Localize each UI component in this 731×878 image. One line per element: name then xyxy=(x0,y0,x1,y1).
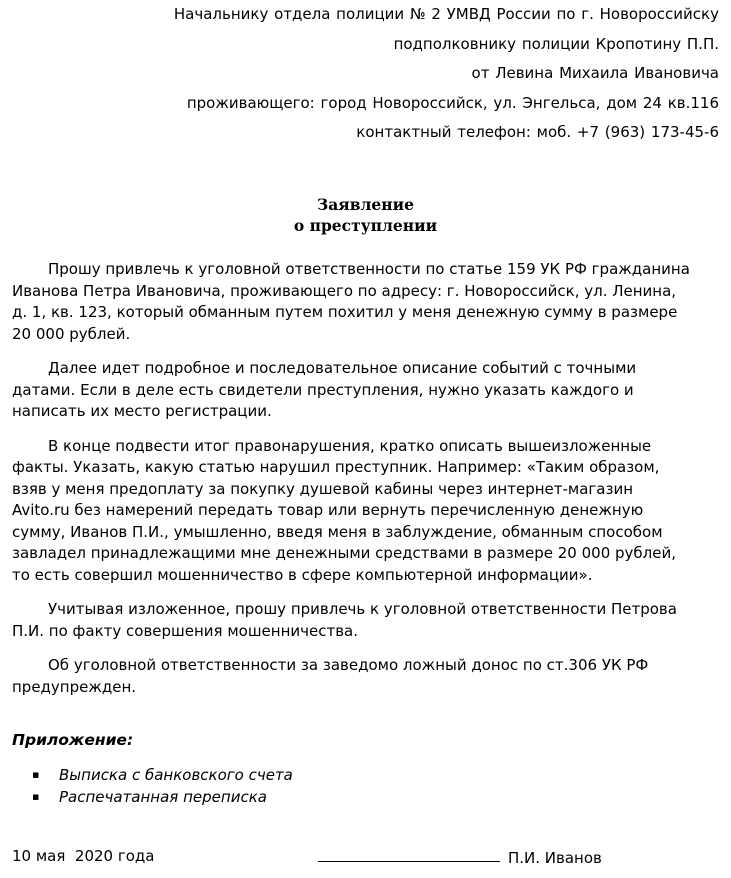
signature-name: П.И. Иванов xyxy=(508,849,602,867)
attachment-list xyxy=(32,764,293,808)
attachment-item-label: Выписка с банковского счета xyxy=(59,766,293,784)
paragraph-conclusion xyxy=(12,599,731,642)
list-item xyxy=(32,764,293,786)
attachment-item-label: Распечатанная переписка xyxy=(59,788,267,806)
addressee-block xyxy=(174,4,719,152)
text-line: предупрежден. xyxy=(12,677,137,696)
document-title: Заявление xyxy=(317,195,414,214)
text-line: Учитывая изложенное, прошу привлечь к уголовной ответственности Петрова xyxy=(48,600,677,618)
text-line: д. 1, кв. 123, который обманным путем похитил у меня денежную сумму в размере xyxy=(12,303,678,321)
list-item xyxy=(32,786,293,808)
text-line: Далее идет подробное и последовательное описание событий с точными xyxy=(48,359,637,377)
text-line: Иванова Петра Ивановича, проживающего по адресу: г. Новороссийск, ул. Ленина, xyxy=(12,281,677,300)
text-line: В конце подвести итог правонарушения, кратко описать вышеизложенные xyxy=(48,436,652,455)
signature-line xyxy=(318,861,500,862)
text-line: П.И. по факту совершения мошенничества. xyxy=(12,621,359,640)
paragraph-summary xyxy=(12,436,731,587)
text-line: завладел принадлежащими мне денежными средствами в размере 20 000 рублей, xyxy=(12,544,676,562)
text-line: факты. Указать, какую статью нарушил преступник. Например: «Таким образом, xyxy=(12,458,660,476)
text-line: то есть совершил мошенничество в сфере компьютерной информации». xyxy=(12,565,593,584)
paragraph-description xyxy=(12,358,731,423)
attachment-title: Приложение: xyxy=(12,731,134,749)
text-line: взяв у меня предоплату за покупку душевой кабины через интернет-магазин xyxy=(12,479,634,498)
sender-name-line: от Левина Михаила Ивановича xyxy=(471,64,719,82)
text-line: датами. Если в деле есть свидетели преступления, нужно указать каждого и xyxy=(12,380,634,399)
paragraph-request xyxy=(12,259,731,345)
text-line: сумму, Иванов П.И., умышленно, введя меня в заблуждение, обманным способом xyxy=(12,522,663,541)
text-line: Avito.ru без намерений передать товар или вернуть перечисленную денежную xyxy=(12,501,644,519)
text-line: Прошу привлечь к уголовной ответственности по статье 159 УК РФ гражданина xyxy=(48,260,690,278)
text-line: 20 000 рублей. xyxy=(12,324,131,343)
text-line: Об уголовной ответственности за заведомо ложный донос по ст.306 УК РФ xyxy=(48,656,649,674)
document-subtitle: о преступлении xyxy=(293,216,438,235)
paragraph-warning xyxy=(12,655,731,698)
statement-body xyxy=(12,259,731,711)
addressee-line: Начальнику отдела полиции № 2 УМВД России по г. Новороссийску xyxy=(173,5,719,23)
bullet-icon: ▪ xyxy=(32,790,40,803)
signature-date: 10 мая 2020 года xyxy=(12,847,155,865)
addressee-rank-line: подполковнику полиции Кропотину П.П. xyxy=(393,34,719,53)
sender-address-line: проживающего: город Новороссийск, ул. Энгельса, дом 24 кв.116 xyxy=(186,93,719,112)
bullet-icon: ▪ xyxy=(32,768,40,781)
sender-phone-line: контактный телефон: моб. +7 (963) 173-45-6 xyxy=(356,123,719,141)
text-line: написать их место регистрации. xyxy=(12,402,272,420)
